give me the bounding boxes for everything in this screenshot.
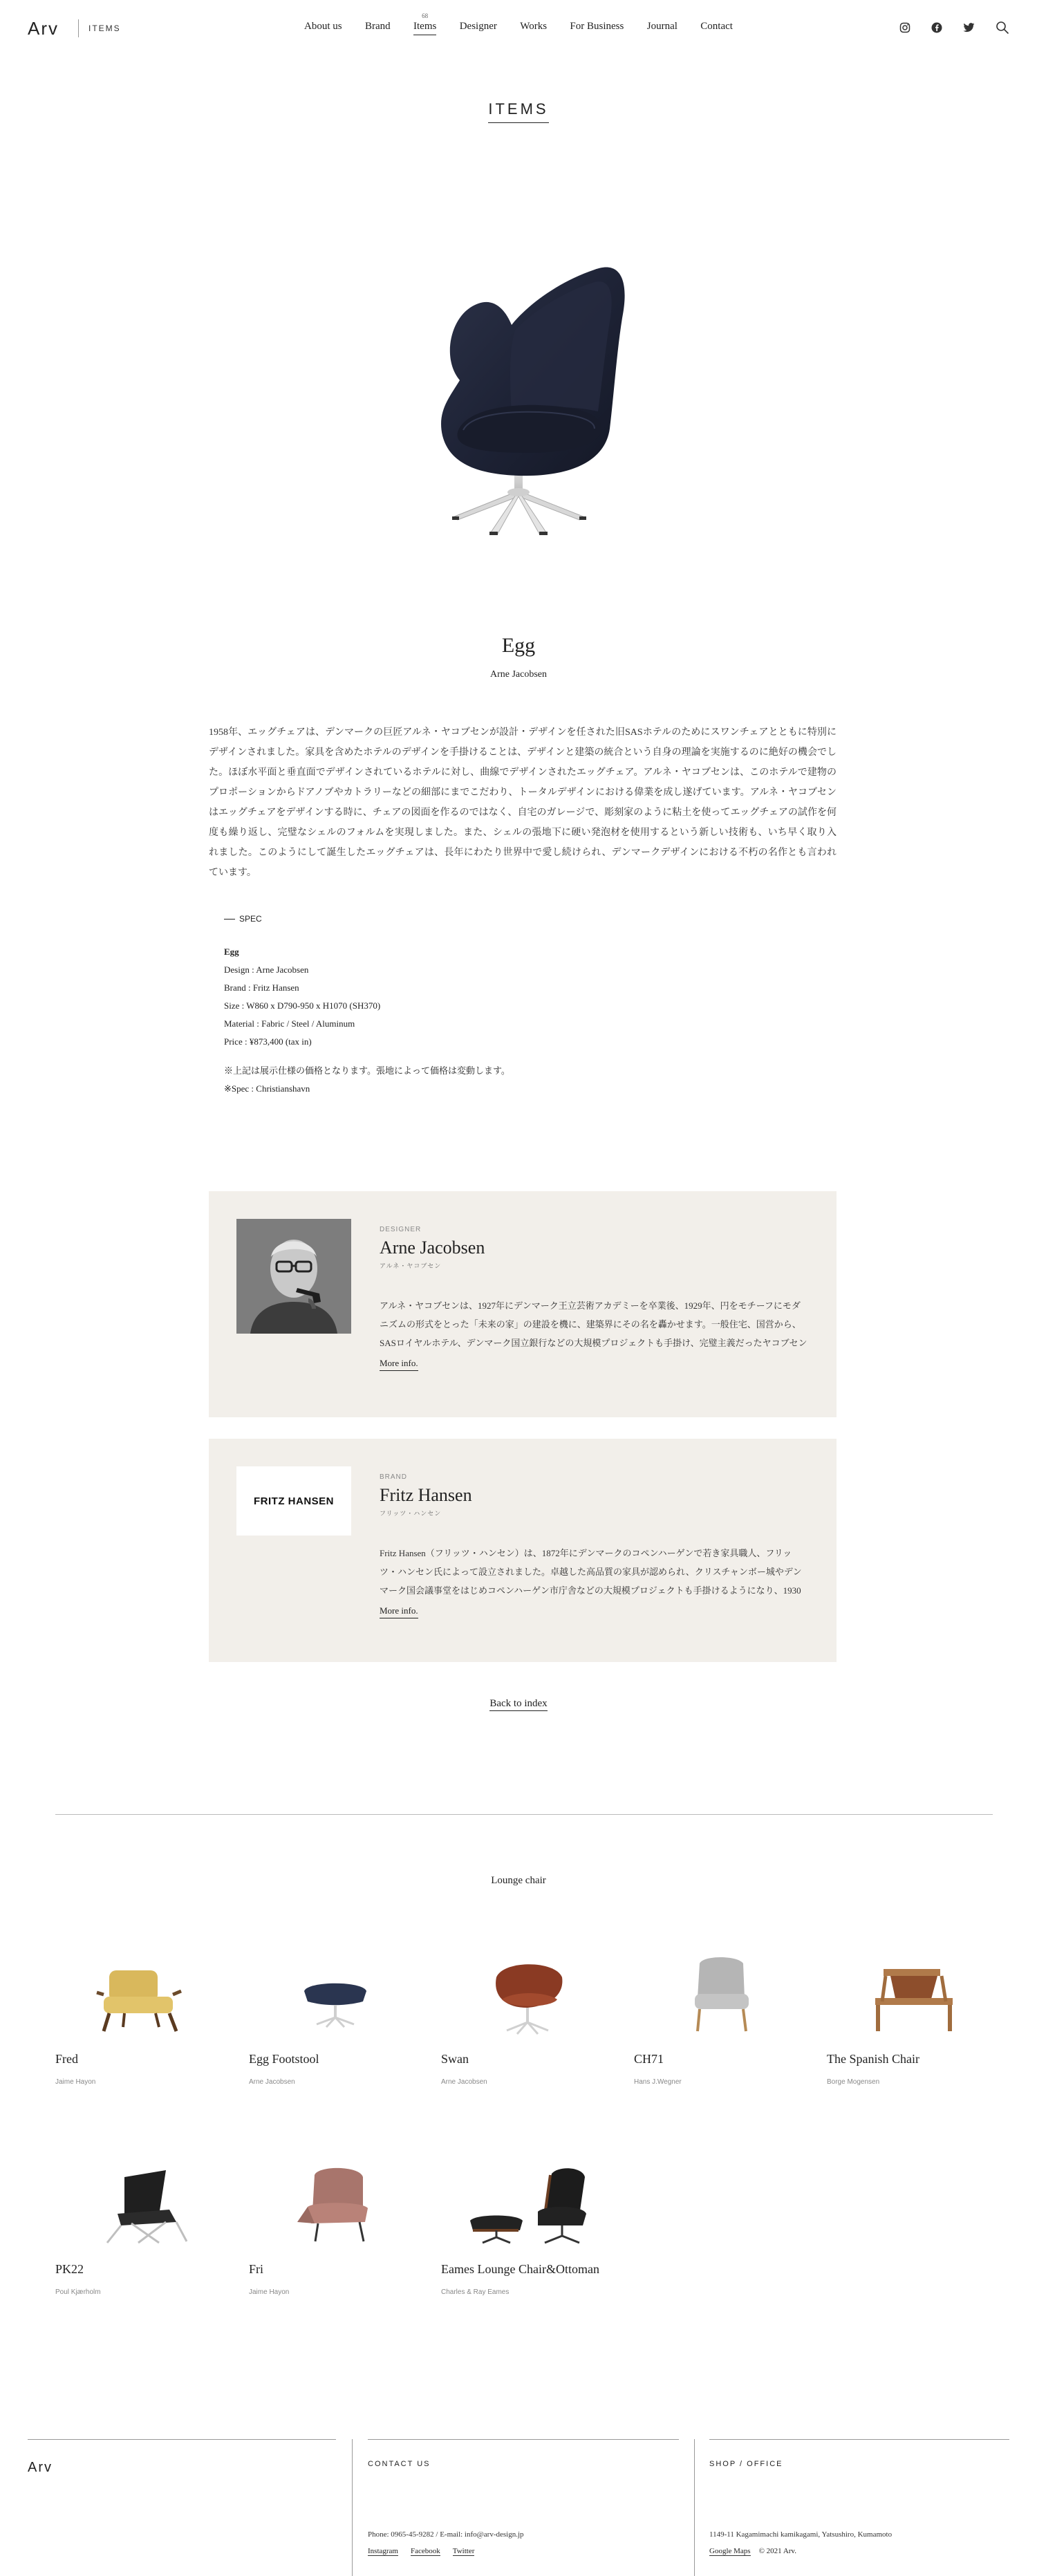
- related-item-egg-footstool[interactable]: [249, 1936, 422, 2086]
- designer-photo: [236, 1219, 351, 1334]
- shop-address: 1149-11 Kagamimachi kamikagami, Yatsushiro, Kumamoto: [709, 2530, 893, 2539]
- copyright: © 2021 Arv.: [758, 2547, 796, 2555]
- shop-heading: SHOP / OFFICE: [709, 2460, 783, 2468]
- item-designer: Poul Kjærholm: [55, 2288, 101, 2296]
- spec-design: Design : Arne Jacobsen: [224, 964, 309, 975]
- designer-card: [209, 1191, 837, 1417]
- shop-links: [709, 2547, 796, 2556]
- contact-heading: CONTACT US: [368, 2460, 431, 2468]
- product-image-egg-chair: [394, 256, 643, 546]
- item-designer: Hans J.Wegner: [634, 2078, 682, 2086]
- product-designer: Arne Jacobsen: [489, 669, 548, 680]
- footer-social-links: [368, 2547, 474, 2556]
- spec-heading: [224, 910, 708, 928]
- nav-journal-label: Journal: [646, 21, 678, 32]
- nav-works[interactable]: [520, 21, 547, 35]
- footer-facebook-link[interactable]: Facebook: [410, 2547, 440, 2555]
- social-links: [899, 21, 1009, 35]
- facebook-icon[interactable]: [931, 22, 942, 33]
- nav-about-label: About us: [304, 21, 342, 32]
- back-to-index: [0, 1698, 1037, 1710]
- designer-bio: アルネ・ヤコブセンは、1927年にデンマーク王立芸術アカデミーを卒業後、1929年、円をモチーフにモダニズムの形式をとった「未来の家」の建設を機に、建築界にその名を轟かせます。一般住宅、国営から、SASロイヤルホテル、デンマーク国立銀行などの大規模プロジェクトも手掛け、完璧主義だったヤコブセン: [380, 1300, 807, 1348]
- item-designer: Arne Jacobsen: [441, 2078, 487, 2086]
- related-item-fred[interactable]: [55, 1936, 228, 2086]
- spec-material: Material : Fabric / Steel / Aluminum: [224, 1018, 355, 1029]
- nav-brand-label: Brand: [364, 21, 391, 32]
- nav-designer-label: Designer: [459, 21, 497, 32]
- designer-name: Arne Jacobsen: [380, 1238, 485, 1258]
- egg-footstool-image: [249, 1936, 422, 2040]
- footer-logo[interactable]: Arv: [28, 2460, 53, 2475]
- section-divider: [55, 1814, 993, 1815]
- item-name: Eames Lounge Chair&Ottoman: [441, 2262, 599, 2276]
- site-header: [0, 0, 1037, 55]
- back-to-index-link[interactable]: Back to index: [489, 1698, 547, 1711]
- nav-works-label: Works: [520, 21, 548, 32]
- spec-note-fabric: ※Spec : Christianshavn: [224, 1083, 310, 1094]
- fri-chair-image: [249, 2146, 422, 2250]
- site-logo[interactable]: Arv: [28, 18, 59, 39]
- spec-block: [224, 910, 708, 1098]
- related-item-pk22[interactable]: [55, 2146, 228, 2296]
- spec-rule: [224, 919, 235, 920]
- nav-contact[interactable]: [700, 21, 733, 35]
- spanish-chair-image: [827, 1936, 1000, 2040]
- footer-divider-1: [352, 2439, 353, 2576]
- eames-lounge-image: [441, 2146, 614, 2250]
- search-icon[interactable]: [996, 21, 1009, 35]
- spec-brand: Brand : Fritz Hansen: [224, 982, 299, 993]
- related-item-swan[interactable]: [441, 1936, 614, 2086]
- brand-card-body: [380, 1473, 808, 1618]
- swan-chair-image: [441, 1936, 614, 2040]
- nav-journal[interactable]: [647, 21, 678, 35]
- contact-line: Phone: 0965-45-9282 / E-mail: info@arv-design.jp: [368, 2530, 524, 2539]
- google-maps-link[interactable]: Google Maps: [709, 2547, 751, 2555]
- brand-label: BRAND: [380, 1473, 408, 1481]
- designer-kana: アルネ・ヤコブセン: [380, 1262, 442, 1269]
- related-item-spanish-chair[interactable]: [827, 1936, 1000, 2086]
- item-name: Egg Footstool: [249, 2052, 319, 2066]
- product-description: 1958年、エッグチェアは、デンマークの巨匠アルネ・ヤコブセンが設計・デザインを任された旧SASホテルのためにスワンチェアとともに特別にデザインされました。家具を含めたホテルのデザインを手掛けることは、デザインと建築の統合という自身の理論を実施するのに絶好の機会でした。ほぼ水平面と垂直面でデザインされているホテルに対し、曲線でデザインされたエッグチェア。アルネ・ヤコブセンは、このホテルで建物のプロポーションからドアノブやカトラリーなどの細部にまでこだわり、トータルデザインにおける偉業を成し遂げています。アルネ・ヤコブセンはエッグチェアをデザインする時に、チェアの図面を作るのではなく、自宅のガレージで、彫刻家のように粘土を使ってエッグチェアの試作を何度も繰り返し、完璧なシェルのフォルムを実現しました。また、シェルの張地下に硬い発泡材を使用するという新しい技術も、いち早く取り入れました。このようにして誕生したエッグチェアは、長年にわたり世界中で愛し続けられ、デンマークデザインにおける不朽の名作とも言われています。: [209, 727, 837, 878]
- product-name: Egg: [501, 634, 536, 657]
- nav-items-count: 68: [422, 12, 429, 19]
- brand-name: Fritz Hansen: [380, 1485, 472, 1505]
- spec-notes: [224, 1062, 708, 1098]
- spec-size: Size : W860 x D790-950 x H1070 (SH370): [224, 1000, 381, 1011]
- footer-divider-2: [694, 2439, 695, 2576]
- footer-twitter-link[interactable]: Twitter: [452, 2547, 475, 2555]
- footer-rule-middle: [368, 2439, 679, 2440]
- site-footer: [0, 2439, 1037, 2576]
- nav-designer[interactable]: [460, 21, 497, 35]
- item-designer: Charles & Ray Eames: [441, 2288, 510, 2296]
- item-designer: Jaime Hayon: [249, 2288, 290, 2296]
- designer-more-link[interactable]: More info.: [380, 1358, 418, 1371]
- spec-heading-text: SPEC: [239, 914, 262, 924]
- item-designer: Borge Mogensen: [827, 2078, 880, 2086]
- nav-brand[interactable]: [365, 21, 391, 35]
- related-item-eames-lounge[interactable]: [441, 2146, 614, 2296]
- brand-kana: フリッツ・ハンセン: [380, 1510, 442, 1517]
- footer-rule-left: [28, 2439, 336, 2440]
- instagram-icon[interactable]: [899, 22, 910, 33]
- item-designer: Jaime Hayon: [55, 2078, 96, 2086]
- main-nav: [304, 12, 733, 35]
- page-title-text: ITEMS: [488, 100, 548, 123]
- item-name: Swan: [441, 2052, 469, 2066]
- item-designer: Arne Jacobsen: [249, 2078, 295, 2086]
- footer-instagram-link[interactable]: Instagram: [368, 2547, 398, 2555]
- page-title: [0, 100, 1037, 123]
- spec-price: Price : ¥873,400 (tax in): [224, 1036, 312, 1047]
- brand-logo: FRITZ HANSEN: [236, 1466, 351, 1536]
- section-label: ITEMS: [88, 24, 121, 33]
- nav-contact-label: Contact: [700, 21, 733, 32]
- pk22-chair-image: [55, 2146, 228, 2250]
- brand-card: [209, 1439, 837, 1662]
- nav-items[interactable]: [413, 12, 437, 35]
- nav-for-business[interactable]: [570, 21, 624, 35]
- spec-title: Egg: [224, 946, 239, 957]
- nav-items-label: Items: [413, 21, 437, 32]
- item-name: CH71: [634, 2052, 664, 2066]
- ch71-chair-image: [634, 1936, 807, 2040]
- brand-more-link[interactable]: More info.: [380, 1605, 418, 1618]
- brand-bio: Fritz Hansen（フリッツ・ハンセン）は、1872年にデンマークのコペンハーゲンで若き家具職人、フリッツ・ハンセン氏によって設立されました。卓越した高品質の家具が認められ、クリスチャンボー城やデンマーク国会議事堂をはじめコペンハーゲン市庁舎などの大規模プロジェクトも手掛けるようになり、1930: [380, 1548, 802, 1596]
- item-name: Fred: [55, 2052, 78, 2066]
- item-name: The Spanish Chair: [827, 2052, 919, 2066]
- nav-about[interactable]: [304, 21, 342, 35]
- fred-chair-image: [55, 1936, 228, 2040]
- item-name: Fri: [249, 2262, 264, 2276]
- spec-note-price: ※上記は展示仕様の価格となります。張地によって価格は変動します。: [224, 1065, 510, 1076]
- related-section-title: Lounge chair: [491, 1875, 546, 1886]
- twitter-icon[interactable]: [963, 23, 975, 32]
- related-item-fri[interactable]: [249, 2146, 422, 2296]
- related-item-ch71[interactable]: [634, 1936, 807, 2086]
- footer-rule-right: [709, 2439, 1009, 2440]
- logo-divider: [78, 19, 79, 37]
- nav-for-business-label: For Business: [570, 21, 624, 32]
- item-name: PK22: [55, 2262, 84, 2276]
- designer-card-body: [380, 1226, 808, 1371]
- designer-label: DESIGNER: [380, 1226, 422, 1233]
